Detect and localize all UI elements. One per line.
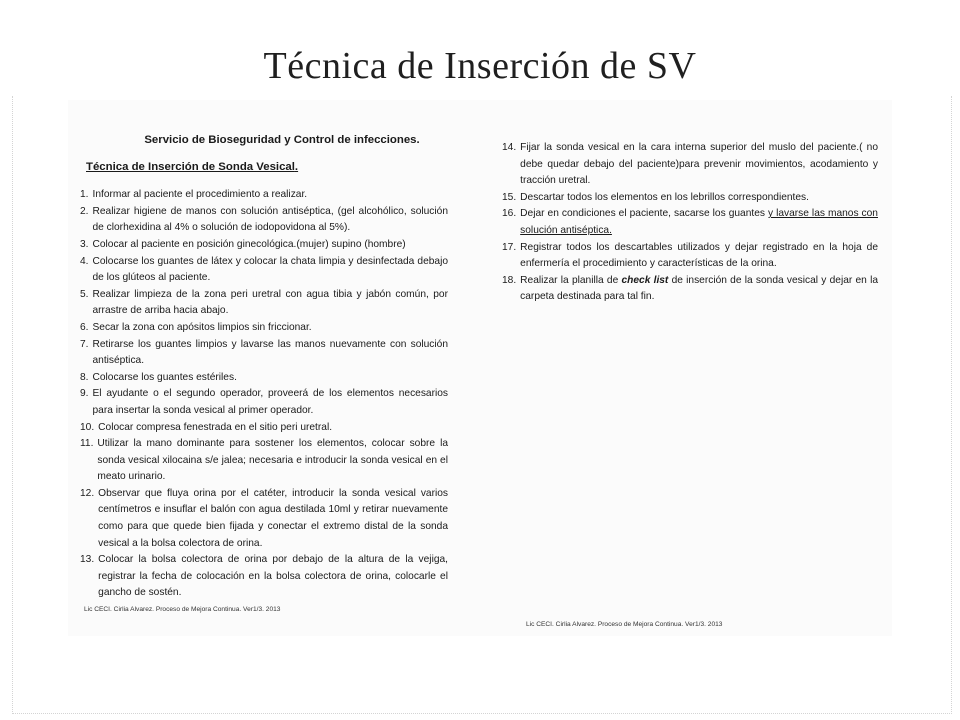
document-image [68, 100, 892, 636]
document-left-column [80, 100, 448, 602]
step-5: 5. Realizar limpieza de la zona peri uretral con agua tibia y jabón común, por arrastre de arriba hacia abajo. [80, 288, 448, 317]
footer-left: Lic CECI. Cirlia Alvarez. Proceso de Mejora Continua. Ver1/3. 2013 [84, 606, 281, 613]
step-17: 17. Registrar todos los descartables utilizados y dejar registrado en la hoja de enfermería el procedimiento y características de la orina. [502, 241, 878, 270]
step-2: 2. Realizar higiene de manos con solución antiséptica, (gel alcohólico, solución de clorhexidina al 4% o solución de iodopovidona al 5%). [80, 205, 448, 234]
step-10: 10. Colocar compresa fenestrada en el sitio peri uretral. [80, 421, 333, 433]
footer-right: Lic CECI. Cirlia Alvarez. Proceso de Mejora Continua. Ver1/3. 2013 [526, 621, 723, 628]
step-9: 9. El ayudante o el segundo operador, proveerá de los elementos necesarios para insertar la sonda vesical al primer operador. [80, 388, 448, 416]
step-7: 7. Retirarse los guantes limpios y lavarse las manos nuevamente con solución antiséptica. [80, 338, 448, 367]
step-14: 14. Fijar la sonda vesical en la cara interna superior del muslo del paciente.( no debe quedar debajo del paciente)para prevenir movimientos, acodamiento y tracción uretral. [502, 142, 878, 187]
slide-border-bottom [12, 713, 952, 714]
document-subheading: Técnica de Inserción de Sonda Vesical. [86, 160, 299, 173]
slide-title: Técnica de Inserción de SV [263, 45, 697, 87]
slide-border-right [951, 96, 952, 714]
step-8: 8. Colocarse los guantes estériles. [80, 371, 237, 383]
step-16: 16. Dejar en condiciones el paciente, sacarse los guantes y lavarse las manos con solución antiséptica. [502, 208, 878, 236]
step-1: 1. Informar al paciente el procedimiento a realizar. [80, 189, 308, 201]
step-3: 3. Colocar al paciente en posición ginecológica.(mujer) supino (hombre) [80, 238, 406, 250]
document-heading: Servicio de Bioseguridad y Control de infecciones. [144, 134, 420, 146]
step-4: 4. Colocarse los guantes de látex y colocar la chata limpia y desinfectada debajo de los glúteos al paciente. [80, 255, 448, 284]
step-6: 6. Secar la zona con apósitos limpios sin friccionar. [80, 321, 312, 333]
step-11: 11. Utilizar la mano dominante para sostener los elementos, colocar sobre la sonda vesical xilocaina s/e jalea; necesaria e introducir la sonda vesical en el meato urinario. [80, 438, 448, 483]
step-18: 18. Realizar la planilla de check list de inserción de la sonda vesical y dejar en la carpeta destinada para tal fin. [502, 274, 879, 303]
slide-border-left [12, 96, 13, 714]
step-15: 15. Descartar todos los elementos en los lebrillos correspondientes. [502, 191, 809, 203]
step-13: 13. Colocar la bolsa colectora de orina por debajo de la altura de la vejiga, registrar la fecha de colocación en la bolsa colectora de orina, colocarle el gancho de sostén. [80, 554, 448, 599]
document-right-column [502, 140, 878, 306]
step-12: 12. Observar que fluya orina por el catéter, introducir la sonda vesical varios centímetros e insuflar el balón con agua destilada 10ml y retirar nuevamente como para que quede bien fijada y conectar el extremo distal de la sonda vesical a la bolsa colectora de orina. [80, 487, 448, 549]
